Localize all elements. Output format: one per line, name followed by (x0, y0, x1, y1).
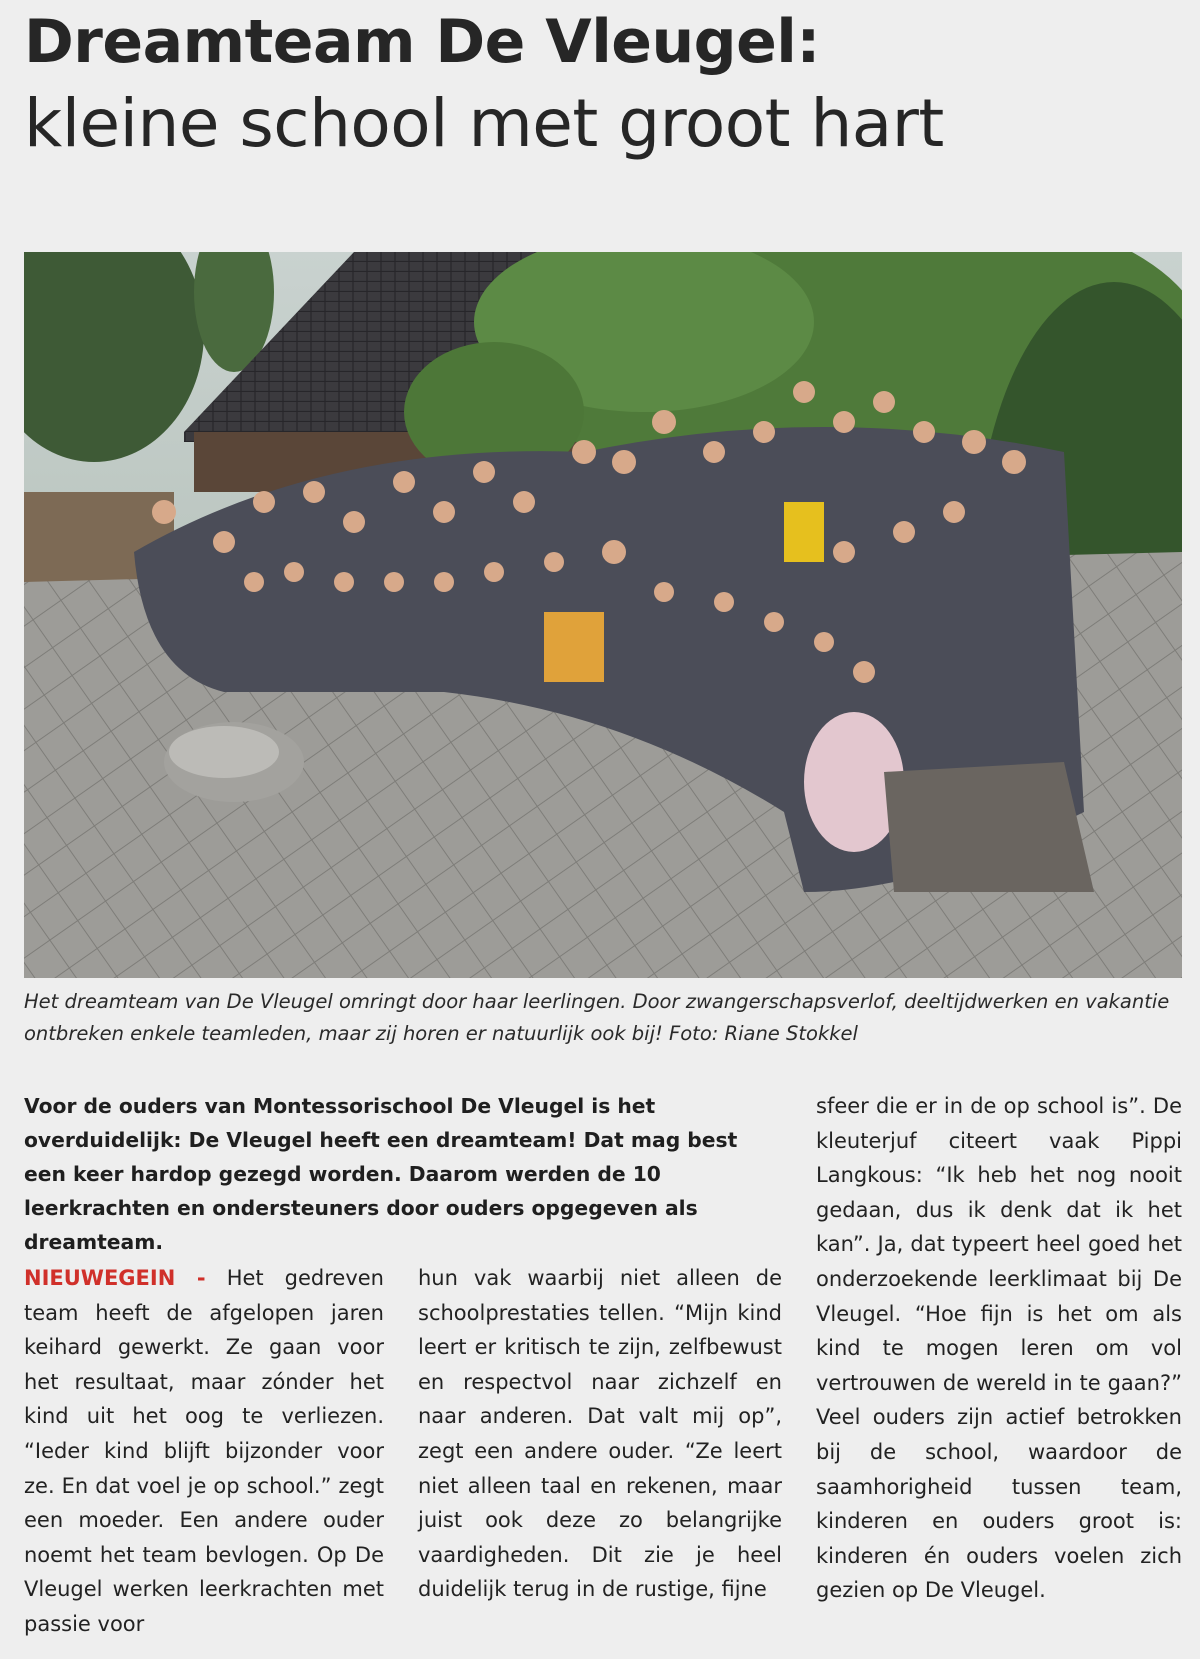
headline-line-2: kleine school met groot hart (24, 85, 944, 162)
headline-line-1: Dreamteam De Vleugel: (24, 7, 820, 77)
group-photo-illustration (24, 252, 1182, 978)
photo-caption: Het dreamteam van De Vleugel omringt door haar leerlingen. Door zwangerschapsverlof, deeltijdwerken en vakantie ontbreken enkele teamleden, maar zij horen er natuurlijk ook bij! Foto: Riane Stokkel (24, 990, 1170, 1045)
group-photo (24, 252, 1182, 978)
dateline: NIEUWEGEIN - (24, 1266, 206, 1290)
body-column-2: hun vak waarbij niet alleen de schoolprestaties tellen. “Mijn kind leert er kritisch te zijn, zelfbewust en respectvol naar zichzelf en naar anderen. Dat valt mij op”, zegt een andere ouder. “Ze leert niet alleen taal en rekenen, maar juist ook deze zo belangrijke vaardigheden. Dit zie je heel duidelijk terug in de rustige, fijne (418, 1266, 782, 1602)
body-column-3: sfeer die er in de op school is”. De kleuterjuf citeert vaak Pippi Langkous: “Ik heb het nog nooit gedaan, dus ik denk dat ik het kan”. Ja, dat typeert heel goed het onderzoekende leerklimaat bij De Vleugel. “Hoe fijn is het om als kind te mogen leren om vol vertrouwen de wereld in te gaan?” Veel ouders zijn actief betrokken bij de school, waardoor de saamhorigheid tussen team, kinderen en ouders groot is: kinderen én ouders voelen zich gezien op De Vleugel. (816, 1094, 1182, 1603)
headline (24, 6, 1184, 170)
lead-paragraph: Voor de ouders van Montessorischool De Vleugel is het overduidelijk: De Vleugel heeft een dreamteam! Dat mag best een keer hardop gezegd worden. Daarom werden de 10 leerkrachten en ondersteuners door ouders opgegeven als dreamteam. (24, 1094, 738, 1254)
body-column-1-text: Het gedreven team heeft de afgelopen jaren keihard gewerkt. Ze gaan voor het resultaat, maar zónder het kind uit het oog te verliezen. “Ieder kind blijft bijzonder voor ze. En dat voel je op school.” zegt een moeder. Een andere ouder noemt het team bevlogen. Op De Vleugel werken leerkrachten met passie voor (24, 1266, 384, 1636)
body-column-1 (24, 1261, 384, 1642)
